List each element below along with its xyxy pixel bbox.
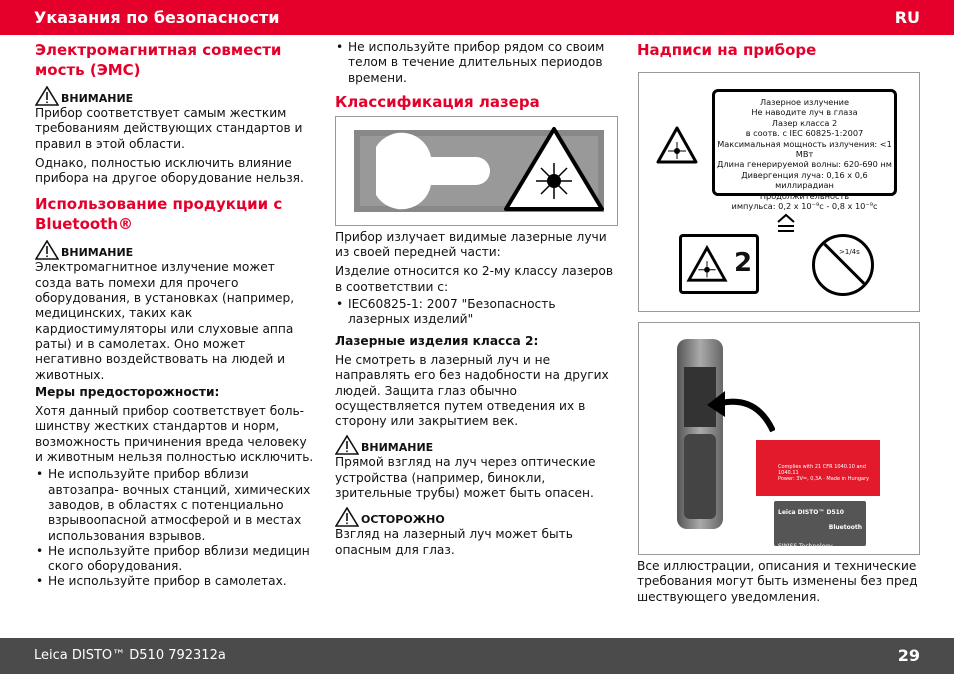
page-header (0, 0, 954, 35)
warning-triangle-icon (335, 435, 359, 455)
heading-device-labels: Надписи на приборе (637, 41, 817, 59)
aperture-symbol-icon (776, 212, 796, 234)
arrow-icon (705, 385, 775, 435)
list-item: • IEC60825-1: 2007 "Безопасность лазерных изделий" (335, 297, 620, 328)
laser-aperture-diagram (336, 117, 617, 225)
warning-paragraph: Прямой взгляд на луч через оптические устройства (например, бинокли, зрительные трубы) может быть опасен. (335, 455, 596, 501)
precautions-heading: Меры предосторожности: (35, 384, 220, 399)
laser-illustration (335, 116, 618, 226)
list-item: • Не используйте прибор в самолетах. (35, 574, 315, 589)
disclaimer-paragraph: Все иллюстрации, описания и технические требования могут быть изменены без пред шествующего уведомления. (637, 559, 918, 604)
heading-emc: Электромагнитная совмести мость (ЭМС) (35, 41, 282, 79)
list-item: • Не используйте прибор вблизи автозапра- вочных станций, химических заводов, в областях с потенциально взрывоопасной атмосферой и в местах использования взрывов. (35, 467, 315, 543)
emc-paragraph-1: Прибор соответствует самым жестким требованиям действующих стандартов и правил в этой области. (35, 106, 303, 151)
warning-label: ВНИМАНИЕ (35, 240, 315, 260)
column-2 (335, 40, 620, 562)
warning-triangle-icon (35, 240, 59, 260)
laser-warning-icon (686, 244, 728, 284)
laser-paragraph-2: Изделие относится ко 2-му классу лазеров в соответствии с: (335, 264, 614, 294)
page-footer (0, 638, 954, 674)
warning-label: ВНИМАНИЕ (335, 435, 620, 455)
warning-label: ВНИМАНИЕ (35, 86, 315, 106)
column-1 (35, 40, 315, 590)
list-item: • Не используйте прибор рядом со своим телом в течение длительных периодов времени. (335, 40, 620, 86)
product-name: Leica DISTO™ D510 792312a (34, 648, 226, 664)
heading-laser-class: Классификация лазера (335, 92, 540, 111)
heading-bluetooth: Использование продукции с Bluetooth® (35, 195, 283, 234)
device-type-label: Leica DISTO™ D510 Bluetooth SWISS Technology (774, 501, 866, 546)
list-item: • Не используйте прибор вблизи медицин ского оборудования. (35, 544, 315, 575)
page-number: 29 (897, 646, 920, 666)
do-not-stare-sign: >1/4s (812, 234, 874, 296)
laser-class-2-label: 2 (679, 234, 759, 294)
class2-paragraph: Не смотреть в лазерный луч и не направлять его без надобности на других людей. Защита глаз обычно осуществляется путем отведения их в сторону или закрытием век. (335, 352, 609, 429)
precautions-list (35, 467, 315, 589)
caution-label: ОСТОРОЖНО (335, 507, 620, 527)
class2-heading: Лазерные изделия класса 2: (335, 333, 539, 348)
page-title: Указания по безопасности (34, 7, 280, 27)
laser-warning-icon (655, 125, 699, 165)
bluetooth-paragraph: Электромагнитное излучение может созда вать помехи для прочего оборудования, в установках (например, медицинских, таких как кардиостимуляторы или слуховые аппа раты) и в самолетах. Оно может негативно воздействовать на людей и животных. (35, 260, 295, 382)
warning-triangle-icon (335, 507, 359, 527)
precautions-paragraph: Хотя данный прибор соответствует боль- шинству жестких стандартов и норм, возможность причинения вреда человеку и животным нельзя полностью исключить. (35, 404, 314, 465)
emc-paragraph-2: Однако, полностью исключить влияние прибора на другое оборудование нельзя. (35, 155, 304, 186)
language-code: RU (894, 7, 920, 27)
warning-triangle-icon (35, 86, 59, 106)
red-compliance-label: Complies with 21 CFR 1040.10 and 1040.11 Power: 3V=, 0,3A · Made in Hungary (756, 440, 880, 496)
laser-specification-label: Лазерное излучение Не наводите луч в глаза Лазер класса 2 в соотв. с IEC 60825-1:2007 Максимальная мощность излучения: <1 МВт Длина генерируемой волны: 620-690 нм Дивергенция луча: 0,16 x 0,6 миллирадиан Продолжительность импульса: 0,2 x 10⁻⁹с - 0,8 x 10⁻⁹с (712, 89, 897, 196)
caution-paragraph: Взгляд на лазерный луч может быть опасным для глаз. (335, 527, 573, 557)
laser-paragraph-1: Прибор излучает видимые лазерные лучи из своей передней части: (335, 229, 607, 260)
device-illustration (638, 322, 920, 555)
column-3 (637, 40, 922, 64)
